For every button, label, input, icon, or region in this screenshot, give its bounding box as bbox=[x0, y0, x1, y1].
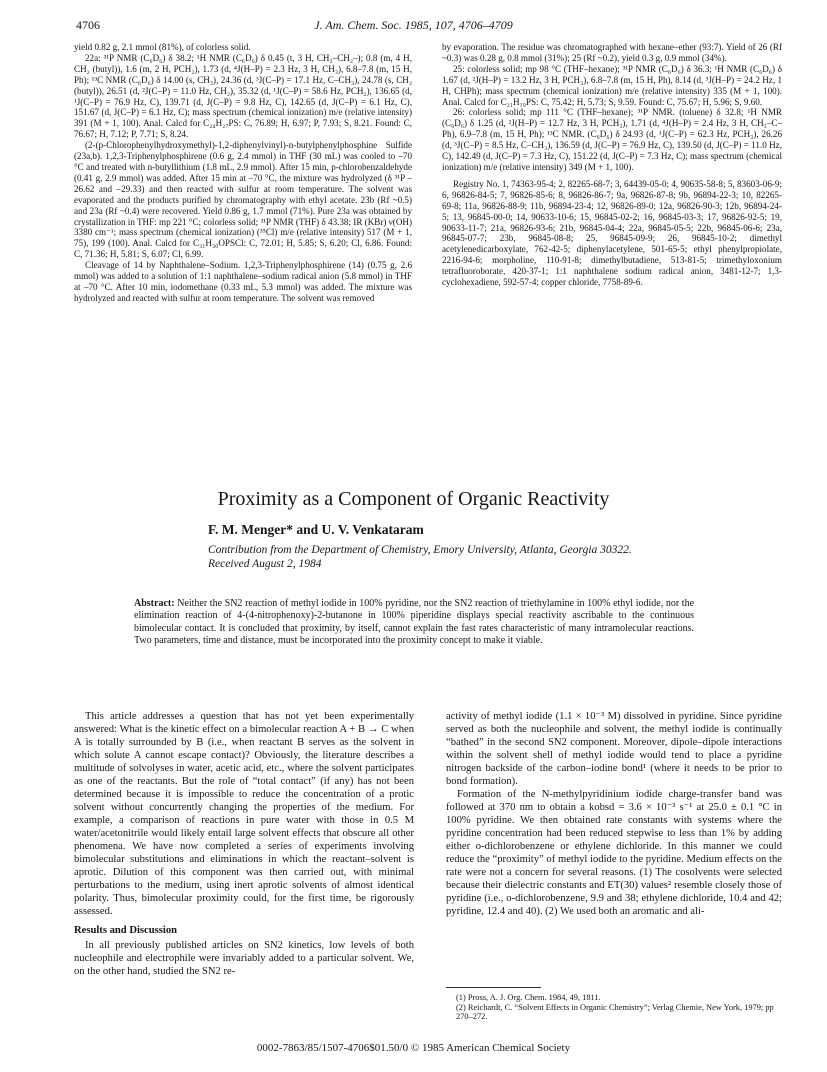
page-footer: 0002-7863/85/1507-4706$01.50/0 © 1985 American Chemical Society bbox=[256, 1042, 571, 1054]
received-date: Received August 2, 1984 bbox=[208, 558, 322, 570]
body-left-column bbox=[74, 710, 414, 978]
experimental-paragraph: Cleavage of 14 by Naphthalene–Sodium. 1,2,3-Triphenylphosphirene (14) (0.75 g, 2.6 mmol) was added to a solution of 1:1 naphthalene–sodium radical anion (5.8 mmol) in THF at –70 °C. After 10 min, iodomethane (0.33 mL, 5.3 mmol) was added. The mixture was hydrolyzed and reacted with sulfur at room temperature. The solvent was removed bbox=[74, 260, 412, 303]
abstract bbox=[134, 598, 694, 648]
experimental-paragraph: 22a: ³¹P NMR (C₆D₆) δ 38.2; ¹H NMR (C₆D₆) δ 0.45 (t, 3 H, CH₃–CH₂–); 0.8 (m, 4 H, CH₂ (butyl)), 1.6 (m, 2 H, PCH₂), 1.73 (d, ⁴J(H–P) = 2.3 Hz, 3 H, CH₃), 6.8–7.8 (m, 15 H, Ph); ¹³C NMR (C₆D₆) δ 14.00 (s, CH₃), 24.36 (d, ³J(C–P) = 17.1 Hz, C–CH₃), 24.78 (s, CH₂ (butyl)), 26.51 (d, ²J(C–P) = 11.0 Hz, CH₂), 35.32 (d, ¹J(C–P) = 58.6 Hz, PCH₂), 136.65 (d, ¹J(C–P) = 76.9 Hz, C), 139.71 (d, J(C–P) = 9.8 Hz, C), 142.65 (d, J(C–P) = 6.1 Hz, C), 151.67 (d, J(C–P) = 6.1 Hz, C); mass spectrum (chemical ionization) m/e (relative intensity) 391 (M + 1, 100). Anal. Calcd for C₂₄H₂₇PS: C, 76.89; H, 6.97; P, 7.93; S, 8.21. Found: C, 76.67; H, 7.12; P, 7.71; S, 8.24. bbox=[74, 52, 412, 140]
registry-numbers: Registry No. 1, 74363-95-4; 2, 82265-68-7; 3, 64439-05-0; 4, 90635-58-8; 5, 83603-06-9; 6, 96826-84-5; 7, 96826-85-6; 8, 96826-86-7; 9a, 96826-87-8; 9b, 96894-22-3; 10, 82265-69-8; 11a, 96826-88-9; 11b, 96894-23-4; 12, 96826-89-0; 12a, 96826-90-3; 12b, 96894-24-5; 13, 96845-00-0; 14, 90633-10-6; 15, 96845-02-2; 16, 96845-03-3; 17, 96826-92-5; 19, 90633-11-7; 21a, 96826-93-6; 21b, 96845-04-4; 22a, 96845-05-5; 22b, 96845-06-6; 23a, 96845-07-7; 23b, 96845-08-8; 25, 96845-09-9; 26, 96845-10-2; dimethyl acetylenedicarboxylate, 762-42-5; diphenylacetylene, 501-65-5; ethyl phenylpropiolate, 2216-94-6; morpholine, 110-91-8; dimethylbutadiene, 513-81-5; trimethyloxonium tetrafluoroborate, 420-37-1; 1:1 naphthalene sodium radical anion, 3481-12-7; 1,3-cyclohexadiene, 592-57-4; copper chloride, 7758-89-6. bbox=[442, 178, 782, 288]
body-paragraph: Formation of the N-methylpyridinium iodide charge-transfer band was followed at 370 nm to obtain a kobsd = 3.6 × 10⁻³ s⁻¹ at 25.0 ± 0.1 °C in 100% pyridine. We then obtained rate constants with systems where the pyridine concentration had been reduced stepwise to less than 1% by adding either o-dichlorobenzene or ethylene dichloride. In this manner we could reduce the “proximity” of methyl iodide to the pyridine. Medium effects on the rate were not a concern for several reasons. (1) The cosolvents were selected because their dielectric constants and ET(30) values² resemble closely those of pyridine (i.e., o-dichlorobenzene, 9.9 and 38; ethylene dichloride, 10.4 and 42; pyridine, 12.4 and 40). (2) We used both an aromatic and ali- bbox=[446, 789, 782, 917]
page-number: 4706 bbox=[76, 18, 100, 32]
footnotes bbox=[446, 993, 782, 1022]
body-paragraph: This article addresses a question that has not yet been experimentally answered: What is the kinetic effect on a bimolecular reaction A + B → C when A is totally surrounded by B (i.e., when reactant B serves as the solvent in which solute A cannot escape contact)? Obviously, the literature describes a multitude of solvolyses in water, acetic acid, etc., where the solvent participates as one of the reactants. But the role of “total contact” (if any) has not been determined because it is impossible to reduce the concentration of a protic solvent without concurrently changing the properties of the medium. For example, a comparison of reactions in pure water with those in 0.5 M water/acetonitrile would likely entail large solvent effects that obscure all other phenomena. We have now completed a series of experiments involving bimolecular substitutions and eliminations in which the reactant–solvent is aprotic. Dilution of this component was then carried out, with minimal perturbations to the medium, using inert aprotic solvents of almost identical polarity. Thus, bimolecular proximity could, for the first time, be rigorously assessed. bbox=[74, 711, 414, 917]
experimental-paragraph: by evaporation. The residue was chromatographed with hexane–ether (93:7). Yield of 26 (Rf ~0.3) was 0.28 g, 0.8 mmol (31%); 25 (Rf ~0.2), yield 0.3 g, 0.9 mmol (34%). bbox=[442, 42, 782, 63]
abstract-label: Abstract: bbox=[134, 598, 175, 609]
experimental-left-column bbox=[74, 42, 412, 304]
footnote: (1) Pross, A. J. Org. Chem. 1984, 49, 1811. bbox=[456, 993, 601, 1002]
experimental-paragraph: 25: colorless solid; mp 98 °C (THF–hexane); ³¹P NMR (C₆D₆) δ 36.3; ¹H NMR (C₆D₆) δ 1.67 (d, ²J(H–P) = 13.2 Hz, 3 H, PCH₃), 6.8–7.8 (m, 15 H, Ph), 8.14 (d, ³J(H–P) = 24.2 Hz, 1 H, CHPh); mass spectrum (chemical ionization) m/e (relative intensity) 335 (M + 1, 100). Anal. Calcd for C₂₁H₁₉PS: C, 75.42; H, 5.73; S, 9.59. Found: C, 75.67; H, 5.96; S, 9.60. bbox=[442, 63, 782, 107]
footnote-divider bbox=[446, 987, 541, 988]
affiliation-line: Contribution from the Department of Chemistry, Emory University, Atlanta, Georgia 30322. bbox=[208, 544, 632, 556]
article-title: Proximity as a Component of Organic Reactivity bbox=[217, 488, 610, 510]
body-paragraph: activity of methyl iodide (1.1 × 10⁻³ M) dissolved in pyridine. Since pyridine served as both the nucleophile and solvent, the methyl iodide is continually “bathed” in the second SN2 component. Moreover, dipole–dipole interactions within the solvent shell of methyl iodide would tend to place a pyridine nitrogen backside of the carbon–iodine bond¹ (where it needs to be prior to bond formation). bbox=[446, 711, 782, 787]
journal-citation: J. Am. Chem. Soc. 1985, 107, 4706–4709 bbox=[314, 18, 513, 32]
body-paragraph: In all previously published articles on SN2 kinetics, low levels of both nucleophile and electrophile were invariably added to a particular solvent. We, on the other hand, studied the SN2 re- bbox=[74, 940, 414, 977]
experimental-paragraph: yield 0.82 g, 2.1 mmol (81%), of colorless solid. bbox=[74, 42, 251, 52]
experimental-paragraph: (2-(p-Chlorophenylhydroxymethyl)-1,2-diphenylvinyl)-n-butylphenylphosphine Sulfide (23a,b). 1,2,3-Triphenylphosphirene (0.6 g, 2.4 mmol) in THF (30 mL) was cooled to –70 °C and treated with n-butyllithium (1.8 mL, 2.9 mmol). After 15 min, p-chlorobenzaldehyde (0.41 g, 2.9 mmol) was added. After 15 min at –70 °C, the mixture was hydrolyzed (δ ³¹P –26.62 and –29.33) and then reacted with sulfur at room temperature. The solvent was evaporated and the products purified by chromatography with ethyl acetate. 23b (Rf ~0.5) and 23a (Rf ~0.4) were recovered. Yield 0.86 g, 1.7 mmol (71%). Pure 23a was obtained by crystallization in THF: mp 221 °C; colorless solid; ³¹P NMR (THF) δ 43.38; IR (KBr) ν(OH) 3380 cm⁻¹; mass spectrum (chemical ionization) (³⁵Cl) m/e (relative intensity) 517 (M + 1, 75), 199 (100). Anal. Calcd for C₃₁H₃₀OPSCl: C, 72.01; H, 5.85; S, 6.20; Cl, 6.86. Found: C, 71.36; H, 5.81; S, 6.07; Cl, 6.99. bbox=[74, 140, 412, 260]
article-affiliation bbox=[208, 543, 678, 571]
footnote: (2) Reichardt, C. “Solvent Effects in Organic Chemistry”; Verlag Chemie, New York, 1979; pp 270–272. bbox=[456, 1002, 774, 1022]
experimental-paragraph: 26: colorless solid; mp 111 °C (THF–hexane); ³¹P NMR. (toluene) δ 32.8; ¹H NMR (C₆D₆) δ 1.25 (d, ²J(H–P) = 12.7 Hz, 3 H, PCH₃), 1.71 (d, ⁴J(H–P) = 2.4 Hz, 3 H, CH₃–C–Ph), 6.9–7.8 (m, 15 H, Ph); ¹³C NMR. (C₆D₆) δ 24.93 (d, ¹J(C–P) = 62.3 Hz, PCH₃), 26.26 (d, ³J(C–P) = 8.5 Hz, C–CH₃), 136.59 (d, J(C–P) = 76.9 Hz, C), 139.50 (d, J(C–P) = 11.0 Hz, C), 142.49 (d, J(C–P) = 7.3 Hz, C), 151.22 (d, J(C–P) = 7.3 Hz, C); mass spectrum (chemical ionization) m/e (relative intensity) 349 (M + 1, 100). bbox=[442, 107, 782, 172]
body-right-column bbox=[446, 710, 782, 918]
experimental-right-column bbox=[442, 42, 782, 288]
article-authors: F. M. Menger* and U. V. Venkataram bbox=[208, 522, 424, 537]
abstract-text: Neither the SN2 reaction of methyl iodide in 100% pyridine, nor the SN2 reaction of triethylamine in 100% ethyl iodide, nor the elimination reaction of 4-(4-nitrophenoxy)-2-butanone in 100% piperidine displays special reactivity ascribable to the continuous bimolecular contact. It is concluded that proximity, by itself, cannot explain the fast rates characteristic of many intramolecular reactions. Two parameters, time and distance, must be incorporated into the proximity concept to make it viable. bbox=[134, 598, 695, 647]
section-heading: Results and Discussion bbox=[74, 925, 178, 936]
